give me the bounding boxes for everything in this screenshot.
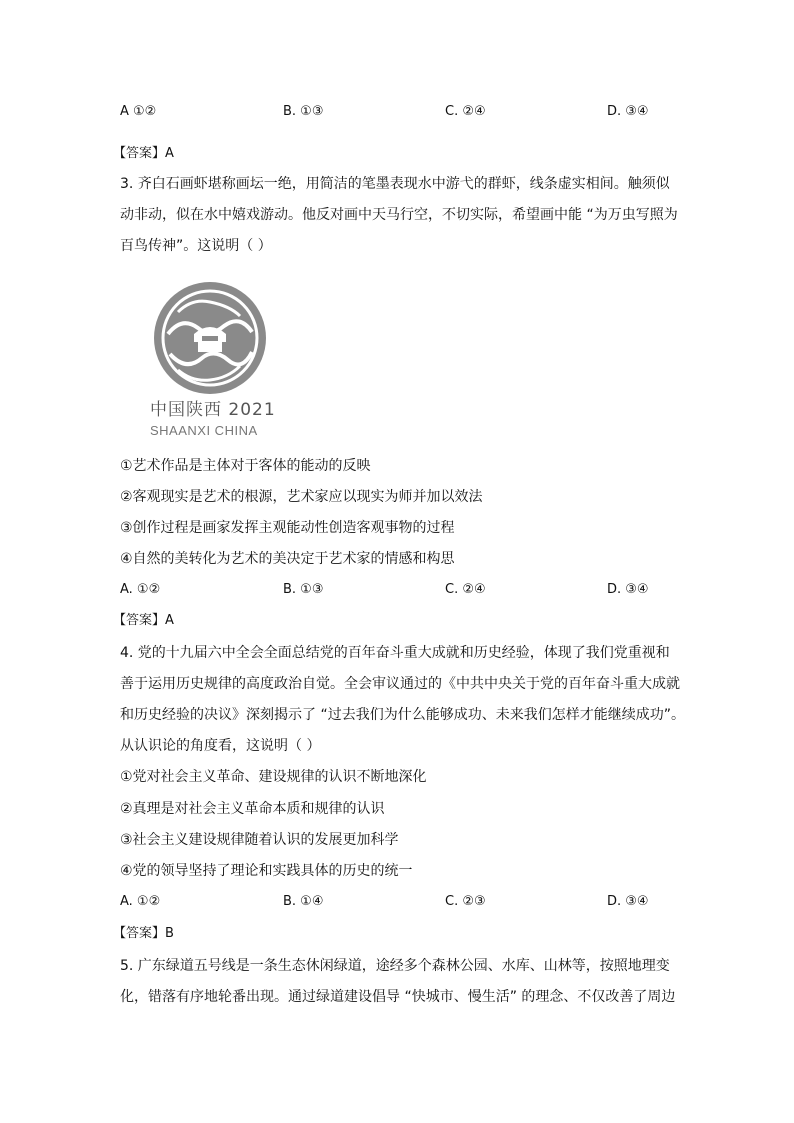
logo-text-cn: 中国陕西 2021 <box>150 400 276 420</box>
option-b: B. ①③ <box>283 104 324 119</box>
q4-statement-2: ②真理是对社会主义革命本质和规律的认识 <box>120 801 385 817</box>
q5-line-1: 5. 广东绿道五号线是一条生态休闲绿道，途经多个森林公园、水库、山林等，按照地理变 <box>120 958 670 974</box>
q4-option-a: A. ①② <box>120 894 161 909</box>
q3-line-3: 百鸟传神”。这说明（ ） <box>120 238 272 254</box>
q4-line-2: 善于运用历史规律的高度政治自觉。全会审议通过的《中共中央关于党的百年奋斗重大成就 <box>120 676 680 692</box>
q3-statement-2: ②客观现实是艺术的根源，艺术家应以现实为师并加以效法 <box>120 489 483 505</box>
q3-statement-3: ③创作过程是画家发挥主观能动性创造客观事物的过程 <box>120 520 455 536</box>
q4-option-d: D. ③④ <box>607 894 649 909</box>
q3-option-a: A. ①② <box>120 582 161 597</box>
q4-option-c: C. ②③ <box>445 894 486 909</box>
answer: 【答案】A <box>113 146 174 161</box>
option-c: C. ②④ <box>445 104 486 119</box>
q4-option-b: B. ①④ <box>283 894 324 909</box>
option-d: D. ③④ <box>607 104 649 119</box>
q3-statement-4: ④自然的美转化为艺术的美决定于艺术家的情感和构思 <box>120 551 455 567</box>
q4-statement-3: ③社会主义建设规律随着认识的发展更加科学 <box>120 832 399 848</box>
q4-line-4: 从认识论的角度看，这说明（ ） <box>120 738 321 754</box>
shaanxi-2021-logo <box>148 276 280 441</box>
q3-answer: 【答案】A <box>113 613 174 628</box>
q3-option-b: B. ①③ <box>283 582 324 597</box>
q3-option-c: C. ②④ <box>445 582 486 597</box>
q3-option-d: D. ③④ <box>607 582 649 597</box>
option-a: A ①② <box>120 104 157 119</box>
q4-line-3: 和历史经验的决议》深刻揭示了 “过去我们为什么能够成功、未来我们怎样才能继续成功”。 <box>120 707 685 723</box>
q3-line-1: 3. 齐白石画虾堪称画坛一绝，用简洁的笔墨表现水中游弋的群虾，线条虚实相间。触须似 <box>120 176 670 192</box>
q3-statement-1: ①艺术作品是主体对于客体的能动的反映 <box>120 458 371 474</box>
q4-answer: 【答案】B <box>113 926 174 941</box>
q5-line-2: 化，错落有序地轮番出现。通过绿道建设倡导 “快城市、慢生活” 的理念、不仅改善了周边 <box>120 989 676 1005</box>
logo-text-en: SHAANXI CHINA <box>150 423 258 438</box>
q4-statement-4: ④党的领导坚持了理论和实践具体的历史的统一 <box>120 863 413 879</box>
q3-line-2: 动非动，似在水中嬉戏游动。他反对画中天马行空，不切实际，希望画中能 “为万虫写照为 <box>120 207 678 223</box>
q4-statement-1: ①党对社会主义革命、建设规律的认识不断地深化 <box>120 769 427 785</box>
q4-line-1: 4. 党的十九届六中全会全面总结党的百年奋斗重大成就和历史经验，体现了我们党重视和 <box>120 645 670 661</box>
